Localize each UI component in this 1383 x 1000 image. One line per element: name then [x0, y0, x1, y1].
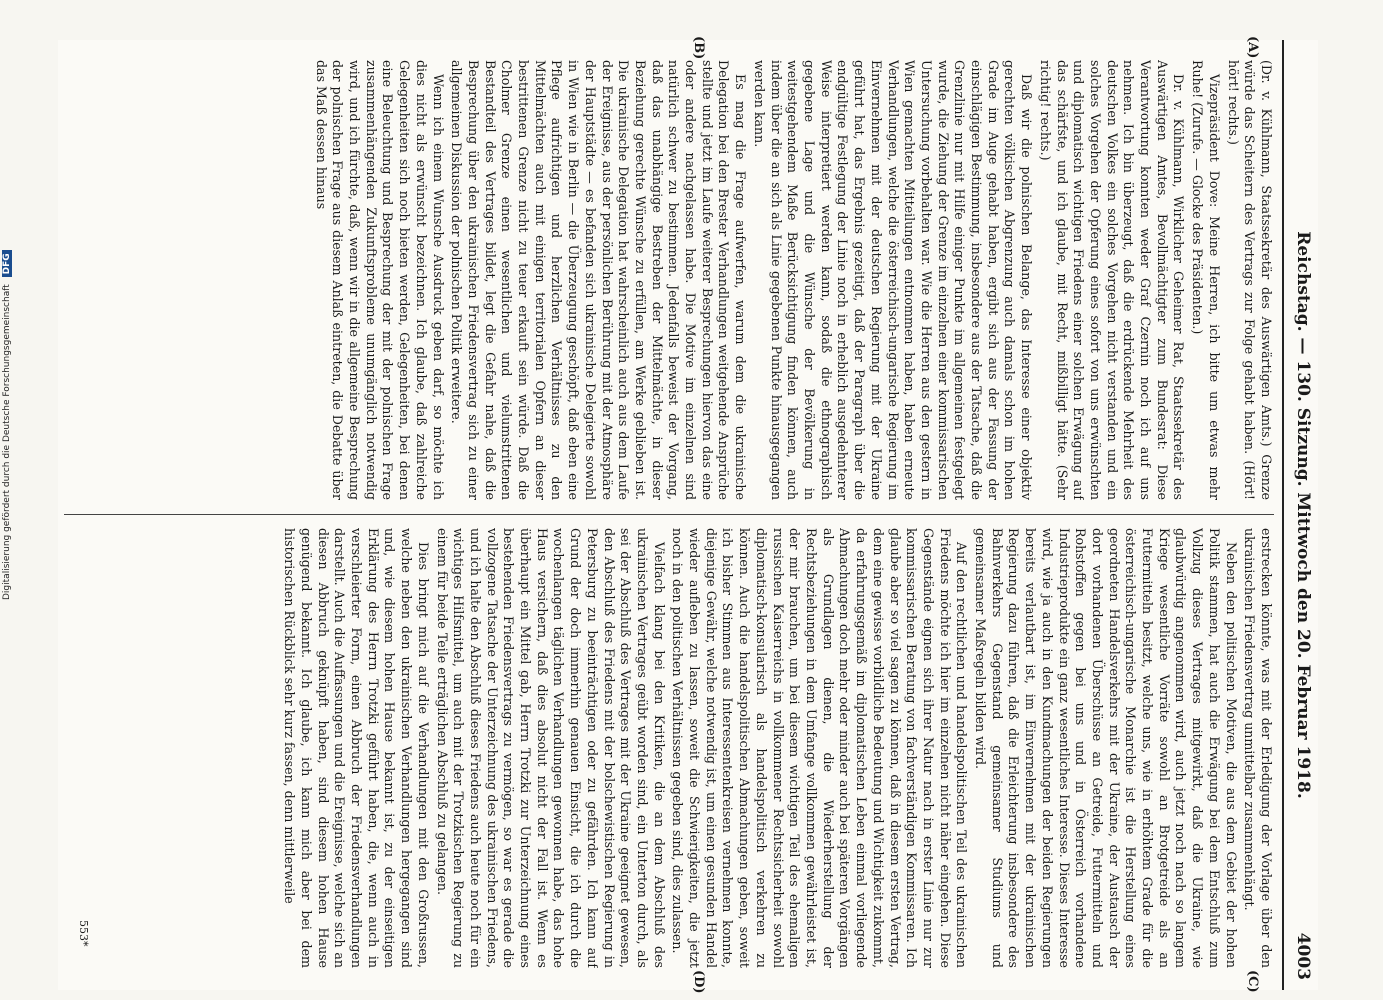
credit-text: Digitalisierung gefördert durch die Deutsche Forschungsgemeinschaft — [2, 284, 12, 600]
section-marker-c: (C) — [1245, 970, 1260, 993]
paragraph: Neben den politischen Motiven, die aus dem Gebiet der hohen Politik stammen, hat auch die Erwägung bei dem Entschluß zum Vollzug dieses Vertrages mitgewirkt, daß die Ukraine, wie glaubwürdig angenommen wird, auch jetzt noch nach so langem Kriege wesentliche Vorräte sowohl an Brotgetreide als an Futtermitteln besitzt, welche uns, wie in erhöhtem Grade für die österreichisch-ungarische Monarchie ist die Herstellung eines geordneten Handelsverkehrs mit der Ukraine, der Austausch der dort vorhandenen Überschüsse an Getreide, Futtermitteln und Rohstoffen gegen bei uns und in Österreich vorhandene Industrieprodukte ein ganz wesentliches Interesse. Dieses Interesse wird, wie ja auch in den Kundmachungen der beiden Regierungen bereits verlautbart ist, im Einvernehmen mit der ukrainischen Regierung dazu führen, daß die Erleichterung insbesondere des Bahnverkehrs Gegenstand gemeinsamer Studiums und gemeinsamer Maßregeln bilden wird. — [973, 528, 1239, 968]
right-column — [64, 528, 1274, 968]
section-marker-b: (B) — [691, 36, 706, 60]
column-divider — [64, 514, 1274, 515]
dfg-logo: DFG — [2, 250, 12, 277]
paragraph: Dr. v. Kühlmann, Wirklicher Geheimer Rat, Staatssekretär des Auswärtigen Amtes, Bevollmächtigter zum Bundesrat: Diese Verantwortung konnten weder Graf Czernin noch ich auf uns nehmen. Ich bin überzeugt, daß die erdrückende Mehrheit des deutschen Volkes ein solches Vorgehen nicht verstanden und ein solches Vorgehen der Opferung eines sofort von uns erwünschten und diplomatisch wichtigen Friedens einer solchen Erwägung auf das schärfste, und ich glaube, mit Recht, mißbilligt hätte. (Sehr richtig! rechts.) — [1037, 60, 1187, 500]
page-signature: 553* — [77, 920, 90, 947]
paragraph: Daß wir die polnischen Belange, das Interesse einer objektiv gerechten völkischen Abgrenzung auch damals schon im hohen Grade im Auge gehabt haben, ergibt sich aus der Fassung der einschlägigen Bestimmung, insbesondere aus der Tatsache, daß die Grenzlinie nur mit Hilfe einiger Punkte im allgemeinen festgelegt wurde, die Ziehung der Grenze im einzelnen einer kommissarischen Untersuchung vorbehalten war. Wie die Herren aus den gestern in Wien gemachten Mitteilungen entnommen haben, haben erneute Verhandlungen, welche die österreichisch-ungarische Regierung im Einvernehmen mit der deutschen Regierung mit der Ukraine geführt hat, das Ergebnis gezeitigt, daß der Paragraph über die endgültige Festlegung der Linie noch in erheblich ausgedehnterer Weise interpretiert werden kann, sodaß die ethnographisch gegebene Lage und die Wünsche der Bevölkerung in weitestgehendem Maße Berücksichtigung finden können, auch indem über die an sich als Linie gegebenen Punkte hinausgegangen werden kann. — [751, 60, 1035, 500]
paragraph: Vielfach klang bei den Kritiken, die an dem Abschluß des ukrainischen Vertrages geübt worden sind, ein Unterton durch, als sei der Abschluß des Vertrages mit der Ukraine geeignet gewesen, den Abschluß des Friedens mit der bolschewistischen Regierung in Petersburg zu beeinträchtigen oder zu gefährden. Ich kann auf Grund der doch immerhin genauen Einsicht, die ich durch die wochenlangen täglichen Verhandlungen gewonnen habe, das hohe Haus versichern, daß dies absolut nicht der Fall ist. Wenn es überhaupt ein Mittel gab, Herrn Trotzki zur Unterzeichnung eines bestehenden Friedensvertrags zu vermögen, so war es gerade die vollzogene Tatsache der Unterzeichnung des ukrainischen Friedens, und ich halte den Abschluß dieses Friedens auch heute noch für ein wichtiges Hilfsmittel, um auch mit der Trotzkischen Regierung zu einem für beide Teile erträglichen Abschluß zu gelangen. — [434, 528, 667, 968]
header-page-number: 4003 — [1293, 932, 1313, 980]
paragraph: Wenn ich einem Wunsche Ausdruck geben darf, so möchte ich dies nicht als erwünscht bezeichnen. Ich glaube, daß zahlreiche Gelegenheiten sich noch bieten werden, Gelegenheiten, bei denen eine Beleuchtung und Besprechung der mit der polnischen Frage zusammenhängenden Zukunftsprobleme unumgänglich notwendig wird, und ich fürchte, daß, wenn wir in die allgemeine Besprechung der polnischen Frage aus diesem Anlaß eintreten, die Debatte über das Maß dessen hinaus — [313, 60, 446, 500]
page-header — [1288, 40, 1318, 990]
paragraph: Dies bringt mich auf die Verhandlungen mit den Großrussen, welche neben den ukrainischen Verhandlungen hergegangen sind und, wie diesem hohen Hause bekannt ist, zu der einseitigen Erklärung des Herrn Trotzki geführt haben, die, wenn auch in verschleierter Form, einen Abbruch der Friedensverhandlungen darstellt. Auch die Auffassungen und die Ereignisse, welche sich an diesen Abbruch geknüpft haben, sind diesem hohen Hause genügend bekannt. Ich glaube, ich kann mich aber bei dem historischen Rückblick sehr kurz fassen, denn mittlerweile — [282, 528, 431, 968]
header-title: Reichstag. — 130. Sitzung. Mittwoch den 20. Februar 1918. — [1293, 231, 1313, 799]
paragraph: (Dr. v. Kühlmann, Staatssekretär des Auswärtigen Amts.) Grenze würde das Scheitern des Vertrags zur Folge gehabt haben. (Hört! hört! rechts.) — [1225, 60, 1274, 500]
digitization-credit — [2, 200, 16, 600]
left-column — [64, 60, 1274, 500]
paragraph: Es mag die Frage aufwerfen, warum dem die ukrainische Delegation bei den Brester Verhandlungen weitgehende Ansprüche stellte und jetzt im Laufe weiterer Besprechungen hiervon das eine oder andere nachgelassen habe. Die Motive im einzelnen sind natürlich schwer zu bestimmen. Jedenfalls beweist der Vorgang, daß das unabhängige Bestreben der Mittelmächte, in dieser Beziehung gerechte Wünsche zu erfüllen, am Werke geblieben ist. Die ukrainische Delegation hat wahrscheinlich auch aus dem Laufe der Ereignisse, aus der persönlichen Berührung mit der Atmosphäre der Hauptstädte — es befanden sich ukrainische Delegierte sowohl in Wien wie in Berlin — die Überzeugung geschöpft, daß eben eine Pflege aufrichtigen und herzlichen Verhältnisses zu den Mittelmächten auch mit einigen territorialen Opfern an dieser bestrittenen Grenze nicht zu teuer erkauft sein würde. Daß die Cholmer Grenze einen wesentlichen und vielumstrittenen Bestandteil des Vertrages bildet, legt die Gefahr nahe, daß die Besprechung über den ukrainischen Friedensvertrag sich zu einer allgemeinen Diskussion der polnischen Politik erweitere. — [449, 60, 749, 500]
paragraph: Auf den rechtlichen und handelspolitischen Teil des ukrainischen Friedens möchte ich hier im einzelnen nicht näher eingehen. Diese Gegenstände eignen sich ihrer Natur nach in erster Linie nur zur kommissarischen Beratung von fachverständigen Kommissaren. Ich glaube aber so viel sagen zu können, daß in diesem ersten Vertrag, dem eine gewisse vorbildliche Bedeutung und Wichtigkeit zukommt, da erfahrungsgemäß im diplomatischen Leben einmal vorliegende Abmachungen doch mehr oder minder auch bei späteren Vorgängen als Grundlagen dienen, die Wiederherstellung der Rechtsbeziehungen in dem Umfange vollkommen gewährleistet ist, der mir brauchen, um bei diesem wichtigen Teil des ehemaligen russischen Kaiserreichs in vollkommener Rechtssicherheit sowohl diplomatisch-konsularisch als handelspolitisch verkehren zu können. Auch die handelspolitischen Abmachungen geben, soweit ich bisher Stimmen aus Interessentenkreisen vernehmen konnte, diejenige Gewähr, welche notwendig ist, um einen gesunden Handel wieder aufleben zu lassen, soweit die Schwierigkeiten, die jetzt noch in den politischen Verhältnissen gegeben sind, dies zulassen. — [670, 528, 970, 968]
section-marker-d: (D) — [691, 970, 706, 994]
header-rule — [1282, 40, 1284, 990]
section-marker-a: (A) — [1245, 36, 1260, 59]
paragraph: Vizepräsident Dove: Meine Herren, ich bitte um etwas mehr Ruhe! (Zurufe. — Glocke des Präsidenten.) — [1190, 60, 1222, 500]
paragraph: erstrecken könnte, was mit der Erledigung der Vorlage über den ukrainischen Friedensvertrag unmittelbar zusammenhängt. — [1242, 528, 1274, 968]
rotated-newspaper-page — [58, 36, 1318, 994]
